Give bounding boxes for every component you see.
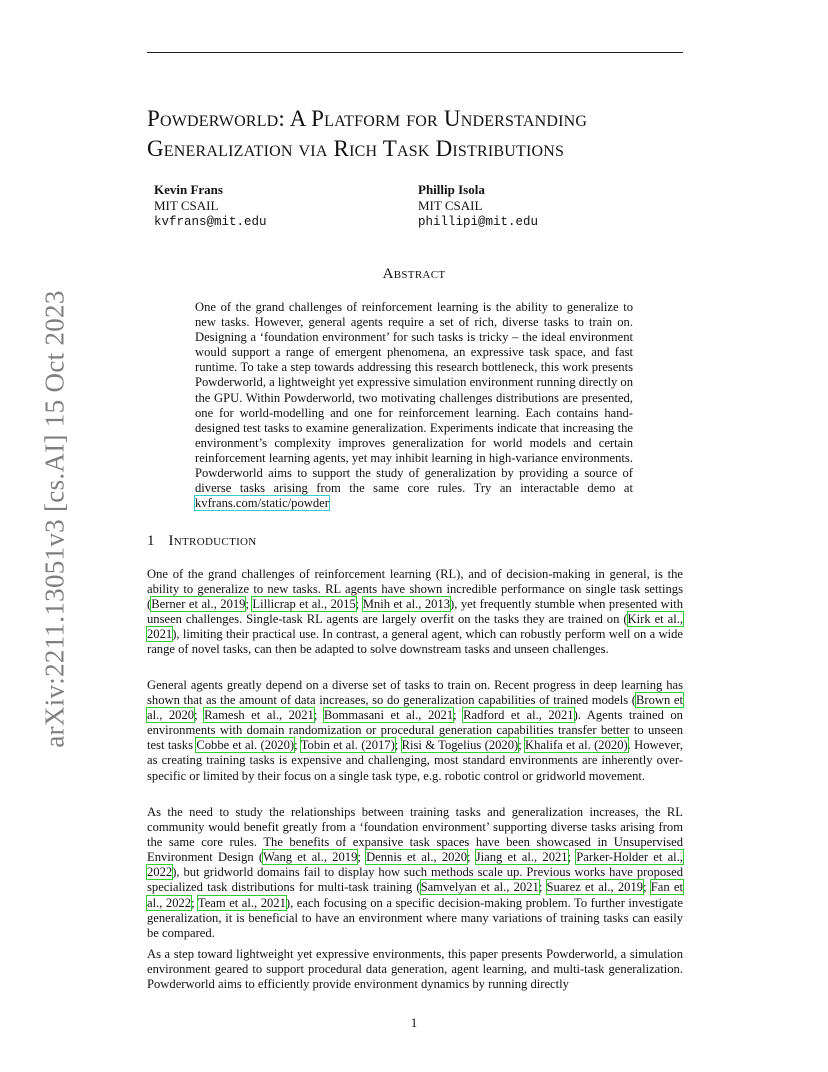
- citation-link[interactable]: Fan et al., 2022: [147, 880, 683, 910]
- author-affiliation: MIT CSAIL: [154, 198, 219, 213]
- text-run: General agents greatly depend on a diverse set of tasks to train on. Recent progress in deep learning has shown that as the amount of data increases, so do generalization capabilities of trained models (: [147, 678, 683, 708]
- top-rule: [147, 52, 683, 53]
- citation-link[interactable]: Bommasani et al., 2021: [323, 708, 454, 723]
- citation-link[interactable]: Parker-Holder et al., 2022: [147, 850, 683, 880]
- citation-link[interactable]: Lillicrap et al., 2015: [252, 597, 356, 612]
- text-run: ), limiting their practical use. In contrast, a general agent, which can robustly perform well on a wide range of novel tasks, can then be adapted to solve downstream tasks and unseen challenges.: [147, 627, 683, 657]
- demo-link[interactable]: kvfrans.com/static/powder: [195, 496, 329, 511]
- text-run: ;: [538, 880, 547, 895]
- title-line-1: Powderworld: A Platform for Understanding: [147, 106, 588, 131]
- author-affiliation: MIT CSAIL: [418, 198, 483, 213]
- author-name: Phillip Isola: [418, 182, 485, 197]
- intro-paragraph-3: [147, 805, 683, 941]
- citation-link[interactable]: Wang et al., 2019: [263, 850, 358, 865]
- text-run: ;: [294, 738, 301, 753]
- author-email: kvfrans@mit.edu: [154, 215, 267, 229]
- paper-title: [147, 104, 707, 164]
- citation-link[interactable]: Jiang et al., 2021: [475, 850, 568, 865]
- arxiv-identifier: arXiv:2211.13051v3 [cs.AI] 15 Oct 2023: [39, 290, 70, 748]
- text-run: ;: [643, 880, 651, 895]
- author-email: phillipi@mit.edu: [418, 215, 539, 229]
- text-run: ;: [567, 850, 577, 865]
- text-run: ), but gridworld domains fail to display how such methods scale up. Previous works have proposed specialized task distributions for multi-task training (: [147, 865, 683, 895]
- text-run: As the need to study the relationships between training tasks and generalization increases, the RL community would benefit greatly from a ‘foundation environment’ supporting diverse tasks arising from the same core rules. The benefits of expansive task spaces have been showcased in Unsupervised Environment Design (: [147, 805, 683, 865]
- citation-link[interactable]: Kirk et al., 2021: [147, 612, 683, 642]
- text-run: ;: [191, 895, 198, 910]
- title-line-2: Generalization via Rich Task Distributions: [147, 136, 565, 161]
- citation-link[interactable]: Tobin et al. (2017): [300, 738, 395, 753]
- section-heading: [147, 533, 257, 550]
- intro-paragraph-4: As a step toward lightweight yet expressive environments, this paper presents Powderworld, a simulation environment geared to support procedural data generation, agent learning, and multi-task generalization. Powderworld aims to efficiently provide environment dynamics by running directly: [147, 947, 683, 992]
- author-1: [154, 182, 267, 230]
- intro-paragraph-2: [147, 678, 683, 784]
- section-title: Introduction: [168, 533, 257, 549]
- text-run: ), each focusing on a specific decision-making problem. To further investigate generalization, it is beneficial to have an environment where many variations of training tasks can easily be compared.: [147, 895, 683, 940]
- page-number: 1: [410, 1015, 418, 1030]
- citation-link[interactable]: Cobbe et al. (2020): [196, 738, 295, 753]
- citation-link[interactable]: Ramesh et al., 2021: [204, 708, 314, 723]
- text-run: ;: [518, 738, 526, 753]
- citation-link[interactable]: Mnih et al., 2013: [362, 597, 451, 612]
- citation-link[interactable]: Samvelyan et al., 2021: [420, 880, 539, 895]
- text-run: ;: [194, 708, 205, 723]
- text-run: ;: [355, 597, 363, 612]
- text-run: ;: [357, 850, 367, 865]
- abstract-text: One of the grand challenges of reinforcement learning is the ability to generalize to new tasks. However, general agents require a set of rich, diverse tasks to train on. Designing a ‘foundation environment’ for such tasks is tricky – the ideal environment would support a range of emergent phenomena, an expressive task space, and fast runtime. To take a step towards addressing this research bottleneck, this work presents Powderworld, a lightweight yet expressive simulation environment running directly on the GPU. Within Powderworld, two motivating challenges distributions are presented, one for world-modelling and one for reinforcement learning. Each contains hand-designed test tasks to examine generalization. Experiments indicate that increasing the environment’s complexity improves generalization for world models and certain reinforcement learning agents, yet may inhibit learning in high-variance environments. Powderworld aims to support the study of generalization by providing a source of diverse tasks arising from the same core rules. Try an interactable demo at: [195, 300, 633, 496]
- citation-link[interactable]: Berner et al., 2019: [151, 597, 246, 612]
- citation-link[interactable]: Radford et al., 2021: [463, 708, 574, 723]
- text-run: One of the grand challenges of reinforcement learning (RL), and of decision-making in general, is the ability to generalize to new tasks. RL agents have shown incredible performance on single task settings (: [147, 567, 683, 612]
- text-run: ;: [313, 708, 324, 723]
- text-run: ). Agents trained on environments with domain randomization or procedural generation capabilities transfer better to unseen test tasks: [147, 708, 683, 753]
- citation-link[interactable]: Risi & Togelius (2020): [401, 738, 519, 753]
- citation-link[interactable]: Dennis et al., 2020: [366, 850, 468, 865]
- text-run: ;: [394, 738, 402, 753]
- text-run: ;: [453, 708, 464, 723]
- abstract-body: [195, 300, 633, 511]
- text-run: ;: [245, 597, 253, 612]
- citation-link[interactable]: Team et al., 2021: [197, 895, 286, 910]
- citation-link[interactable]: Suarez et al., 2019: [546, 880, 644, 895]
- abstract-heading: Abstract: [382, 266, 446, 282]
- text-run: . However, as creating training tasks is expensive and challenging, most standard environments are inherently over-specific or limited by their focus on a single task type, e.g. robotic control or gridworld movement.: [147, 738, 683, 783]
- author-name: Kevin Frans: [154, 182, 223, 197]
- citation-link[interactable]: Brown et al., 2020: [147, 693, 683, 723]
- intro-paragraph-1: [147, 567, 683, 658]
- section-number: 1: [147, 533, 155, 549]
- text-run: ;: [467, 850, 476, 865]
- text-run: ), yet frequently stumble when presented with unseen challenges. Single-task RL agents are largely overfit on the tasks they are trained on (: [147, 597, 683, 627]
- citation-link[interactable]: Khalifa et al. (2020): [525, 738, 628, 753]
- author-2: [418, 182, 538, 230]
